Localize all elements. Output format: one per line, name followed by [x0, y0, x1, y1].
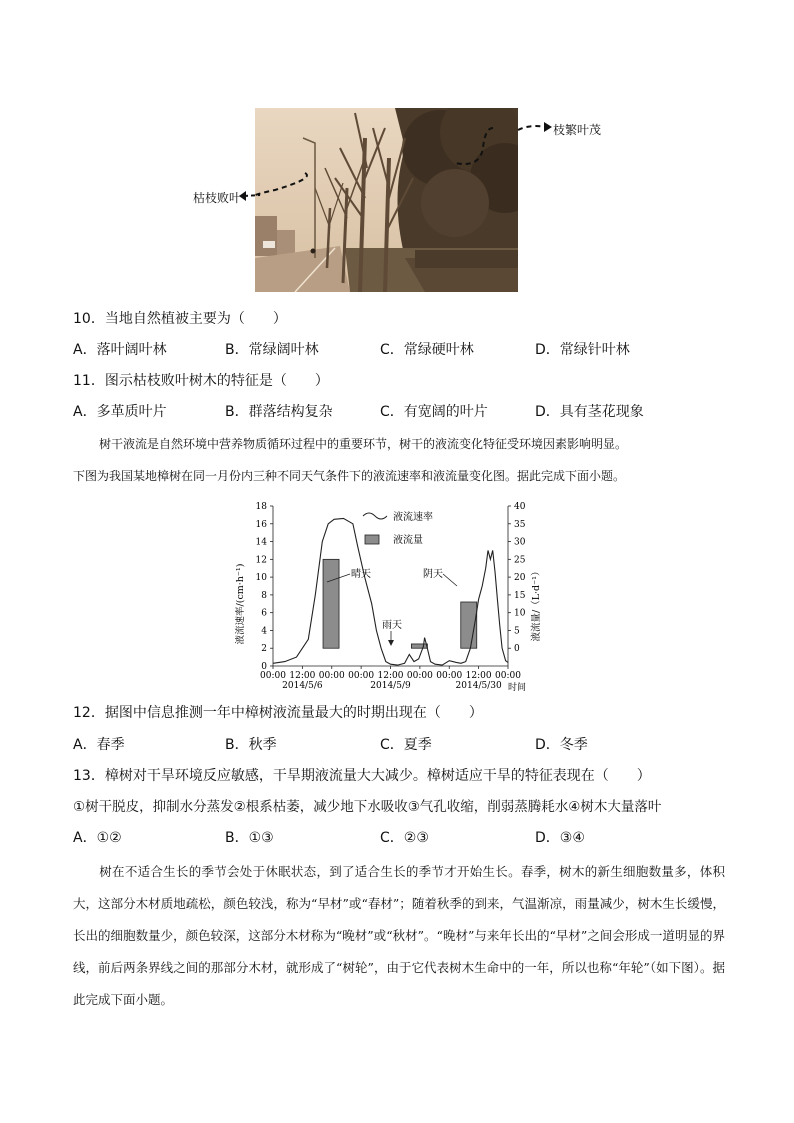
annotation-sunny: 晴天 — [351, 569, 371, 580]
arrow-left-icon — [238, 186, 262, 206]
x-tick-label: 00:00 — [406, 671, 433, 681]
q11-option-a[interactable]: A．多革质叶片 — [73, 404, 167, 420]
passage-1-line-2: 下图为我国某地樟树在同一月份内三种不同天气条件下的液流速率和液流量变化图。据此完成下面小题。 — [73, 469, 626, 483]
left-tick-label: 8 — [261, 590, 267, 601]
passage-1 — [73, 428, 725, 492]
x-tick-label: 00:00 — [318, 671, 345, 681]
flow-volume-bar — [323, 559, 339, 648]
x-tick-label: 12:00 — [465, 671, 492, 681]
annotation-rainy: 雨天 — [382, 620, 402, 631]
legend-bar-swatch — [365, 535, 379, 544]
question-12-stem: 12．据图中信息推测一年中樟树液流量最大的时期出现在（ ） — [73, 705, 483, 721]
y-right-label: 液流量/（L·d⁻¹） — [531, 566, 542, 642]
q13-option-d[interactable]: D．③④ — [535, 830, 585, 846]
q12-option-b[interactable]: B．秋季 — [225, 737, 277, 753]
arrow-right-icon — [500, 118, 560, 148]
legend-line-label: 液流速率 — [393, 512, 433, 523]
passage-2 — [73, 856, 725, 1016]
q10-option-d[interactable]: D．常绿针叶林 — [535, 342, 630, 358]
passage-2-text: 树在不适合生长的季节会处于休眠状态，到了适合生长的季节才开始生长。春季，树木的新生细胞数量多，体积大，这部分木材质地疏松，颜色较浅，称为“早材”或“春材”；随着秋季的到来，气温渐凉，雨量减少，树木生长缓慢，长出的细胞数量少，颜色较深，这部分木材称为“晚材”或“秋材”。“晚材”与来年长出的“早材”之间会形成一道明显的界线，前后两条界线之间的那部分木材，就形成了“树轮”，由于它代表树木生命中的一年，所以也称“年轮”（如下图）。据此完成下面小题。 — [73, 864, 725, 1007]
q13-option-b[interactable]: B．①③ — [225, 830, 274, 846]
q12-option-c[interactable]: C．夏季 — [380, 737, 432, 753]
right-axis-ticks — [508, 502, 526, 654]
passage-1-line-1: 树干液流是自然环境中营养物质循环过程中的重要环节，树干的液流变化特征受环境因素影响明显。 — [99, 437, 628, 451]
annotation-overcast-pointer — [443, 574, 457, 586]
left-tick-label: 0 — [261, 662, 267, 672]
date-label: 2014/5/9 — [370, 681, 411, 691]
q11-option-c[interactable]: C．有宽阔的叶片 — [380, 404, 488, 420]
q10-option-a[interactable]: A．落叶阔叶林 — [73, 342, 167, 358]
x-axis-label: 时间 — [508, 683, 527, 693]
left-tick-label: 6 — [261, 608, 267, 619]
question-13-stem: 13．樟树对干旱环境反应敏感，干旱期液流量大大减少。樟树适应干旱的特征表现在（ ） — [73, 768, 651, 784]
q10-option-c[interactable]: C．常绿硬叶林 — [380, 342, 474, 358]
left-tick-label: 14 — [255, 537, 267, 548]
q11-option-b[interactable]: B．群落结构复杂 — [225, 404, 333, 420]
x-tick-label: 00:00 — [436, 671, 463, 681]
x-tick-label: 00:00 — [495, 671, 521, 681]
left-tick-label: 18 — [255, 502, 267, 512]
flow-volume-bars — [323, 559, 477, 648]
flow-volume-bar — [411, 644, 427, 648]
x-tick-label: 12:00 — [377, 671, 404, 681]
q12-option-d[interactable]: D．冬季 — [535, 737, 588, 753]
legend-bar-label: 液流量 — [393, 535, 423, 546]
sap-flow-chart — [235, 494, 545, 698]
right-tick-label: 10 — [514, 608, 526, 619]
photo-image — [255, 108, 518, 292]
x-tick-label: 00:00 — [348, 671, 375, 681]
right-tick-label: 15 — [514, 590, 526, 601]
date-label: 2014/5/6 — [282, 681, 323, 691]
question-13-statements: ①树干脱皮，抑制水分蒸发②根系枯萎，减少地下水吸收③气孔收缩，削弱蒸腾耗水④树木大量落叶 — [73, 799, 662, 815]
annotation-rainy-arrowhead — [388, 640, 394, 646]
date-labels — [282, 681, 502, 691]
left-tick-label: 16 — [255, 519, 267, 530]
y-left-label: 液流速率/(cm·h⁻¹) — [235, 563, 246, 645]
right-tick-label: 30 — [514, 537, 526, 548]
q12-option-a[interactable]: A．春季 — [73, 737, 125, 753]
date-label: 2014/5/30 — [455, 681, 502, 691]
roadside-tree-photo — [255, 108, 518, 292]
x-axis-ticks — [260, 666, 521, 681]
q13-option-c[interactable]: C．②③ — [380, 830, 429, 846]
left-tick-label: 4 — [261, 626, 267, 637]
q11-option-d[interactable]: D．具有茎花现象 — [535, 404, 644, 420]
question-11-stem: 11．图示枯枝败叶树木的特征是（ ） — [73, 373, 329, 389]
right-tick-label: 5 — [514, 626, 520, 637]
legend-line-swatch — [363, 513, 387, 519]
left-tick-label: 12 — [255, 555, 267, 566]
annotation-overcast: 阴天 — [423, 569, 443, 580]
right-tick-label: 35 — [514, 519, 526, 530]
q10-option-b[interactable]: B．常绿阔叶林 — [225, 342, 319, 358]
x-tick-label: 12:00 — [289, 671, 316, 681]
q13-option-a[interactable]: A．①② — [73, 830, 122, 846]
photo-label-right: 枝繁叶茂 — [553, 123, 602, 137]
x-tick-label: 00:00 — [260, 671, 286, 681]
question-10-stem: 10．当地自然植被主要为（ ） — [73, 311, 287, 327]
right-tick-label: 0 — [514, 644, 520, 655]
left-axis-ticks — [256, 502, 273, 672]
right-tick-label: 40 — [514, 502, 526, 512]
photo-label-left: 枯枝败叶 — [193, 191, 242, 205]
right-tick-label: 20 — [514, 573, 526, 584]
left-tick-label: 2 — [261, 644, 267, 655]
left-tick-label: 10 — [255, 573, 267, 584]
right-tick-label: 25 — [514, 555, 526, 566]
